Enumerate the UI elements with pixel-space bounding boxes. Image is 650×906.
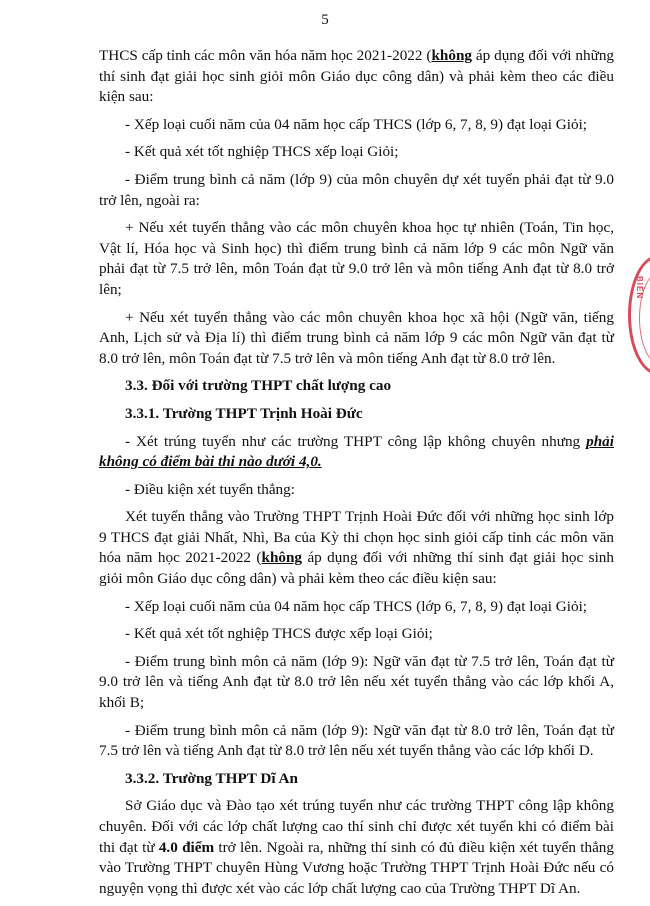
paragraph: + Nếu xét tuyển thẳng vào các môn chuyên khoa học tự nhiên (Toán, Tin học, Vật lí, Hóa học và Sinh học) thì điểm trung bình cả năm lớp 9 các môn Ngữ văn phải đạt từ 7.5 trở lên, môn Toán đạt từ 9.0 trở lên và môn tiếng Anh đạt từ 8.0 trở lên; [99,219,614,298]
subsection-heading: 3.3.2. Trường THPT Dĩ An [125,769,298,787]
stamp-text: BIÊN [635,276,644,300]
paragraph-text: - Xét trúng tuyển như các trường THPT công lập không chuyên nhưng [125,432,587,450]
paragraph-text: áp dụng đối với những thí sinh đạt giải học sinh giỏi môn Giáo dục công dân) và phải kèm theo các điều kiện sau: [99,47,615,106]
paragraph: - Kết quả xét tốt nghiệp THCS xếp loại Giỏi; [125,143,399,161]
emphasis-score: 4.0 điểm [158,838,215,856]
paragraph-text: áp dụng đối với những thí sinh đạt giải học sinh giỏi môn Giáo dục công dân) và phải kèm theo các điều kiện sau: [99,549,614,588]
paragraph-text: trở lên. Ngoài ra, những thí sinh có đủ điều kiện xét tuyển thẳng vào Trường THPT chuyên Hùng Vương hoặc Trường THPT Trịnh Hoài Đức nếu có nguyện vọng thì được xét vào các lớp chất lượng cao của Trường THPT Dĩ An. [99,838,614,897]
paragraph [99,796,614,899]
section-heading: 3.3. Đối với trường THPT chất lượng cao [125,377,392,395]
paragraph: - Điều kiện xét tuyển thẳng: [125,480,295,498]
emphasis-condition: phải không có điểm bài thi nào dưới 4,0. [99,432,614,471]
subsection-heading: 3.3.1. Trường THPT Trịnh Hoài Đức [125,404,363,422]
paragraph: - Kết quả xét tốt nghiệp THCS được xếp loại Giỏi; [125,625,433,643]
official-stamp [628,255,650,375]
emphasis-not: không [261,549,303,567]
paragraph: - Điểm trung bình môn cả năm (lớp 9): Ngữ văn đạt từ 8.0 trở lên, Toán đạt từ 7.5 trở lên và tiếng Anh đạt từ 8.0 trở lên nếu xét tuyển thẳng vào các lớp khối D. [99,721,614,760]
paragraph-text: THCS cấp tỉnh các môn văn hóa năm học 2021-2022 ( [99,47,432,64]
emphasis-not: không [431,47,472,64]
paragraph [99,432,614,473]
page-number: 5 [321,12,329,28]
paragraph: - Điểm trung bình cả năm (lớp 9) của môn chuyên dự xét tuyển phải đạt từ 9.0 trở lên, ngoài ra: [99,170,614,209]
paragraph: - Điểm trung bình môn cả năm (lớp 9): Ngữ văn đạt từ 7.5 trở lên, Toán đạt từ 9.0 trở lên và tiếng Anh đạt từ 8.0 trở lên nếu xét tuyển thẳng vào các lớp khối A, khối B; [99,652,614,712]
paragraph-text: Xét tuyển thẳng vào Trường THPT Trịnh Hoài Đức đối với những học sinh lớp 9 THCS đạt giải Nhất, Nhì, Ba của Kỳ thi chọn học sinh giỏi cấp tỉnh các môn văn hóa năm học 2021-2022 ( [99,508,614,567]
document-body [99,46,614,906]
paragraph: - Xếp loại cuối năm của 04 năm học cấp THCS (lớp 6, 7, 8, 9) đạt loại Giỏi; [125,115,588,133]
paragraph [99,46,614,108]
paragraph-text: Sở Giáo dục và Đào tạo xét trúng tuyển như các trường THPT công lập không chuyên. Đối với các lớp chất lượng cao thí sinh chỉ được xét tuyển khi có điểm bài thi đạt từ [99,797,614,856]
paragraph [99,507,614,589]
paragraph: + Nếu xét tuyển thẳng vào các môn chuyên khoa học xã hội (Ngữ văn, tiếng Anh, Lịch sử và Địa lí) thì điểm trung bình cả năm lớp 9 các môn Ngữ văn đạt từ 8.0 trở lên, môn Toán đạt từ 7.5 trở lên và môn tiếng Anh đạt từ 8.0 trở lên. [99,308,614,367]
paragraph: - Xếp loại cuối năm của 04 năm học cấp THCS (lớp 6, 7, 8, 9) đạt loại Giỏi; [125,597,588,615]
